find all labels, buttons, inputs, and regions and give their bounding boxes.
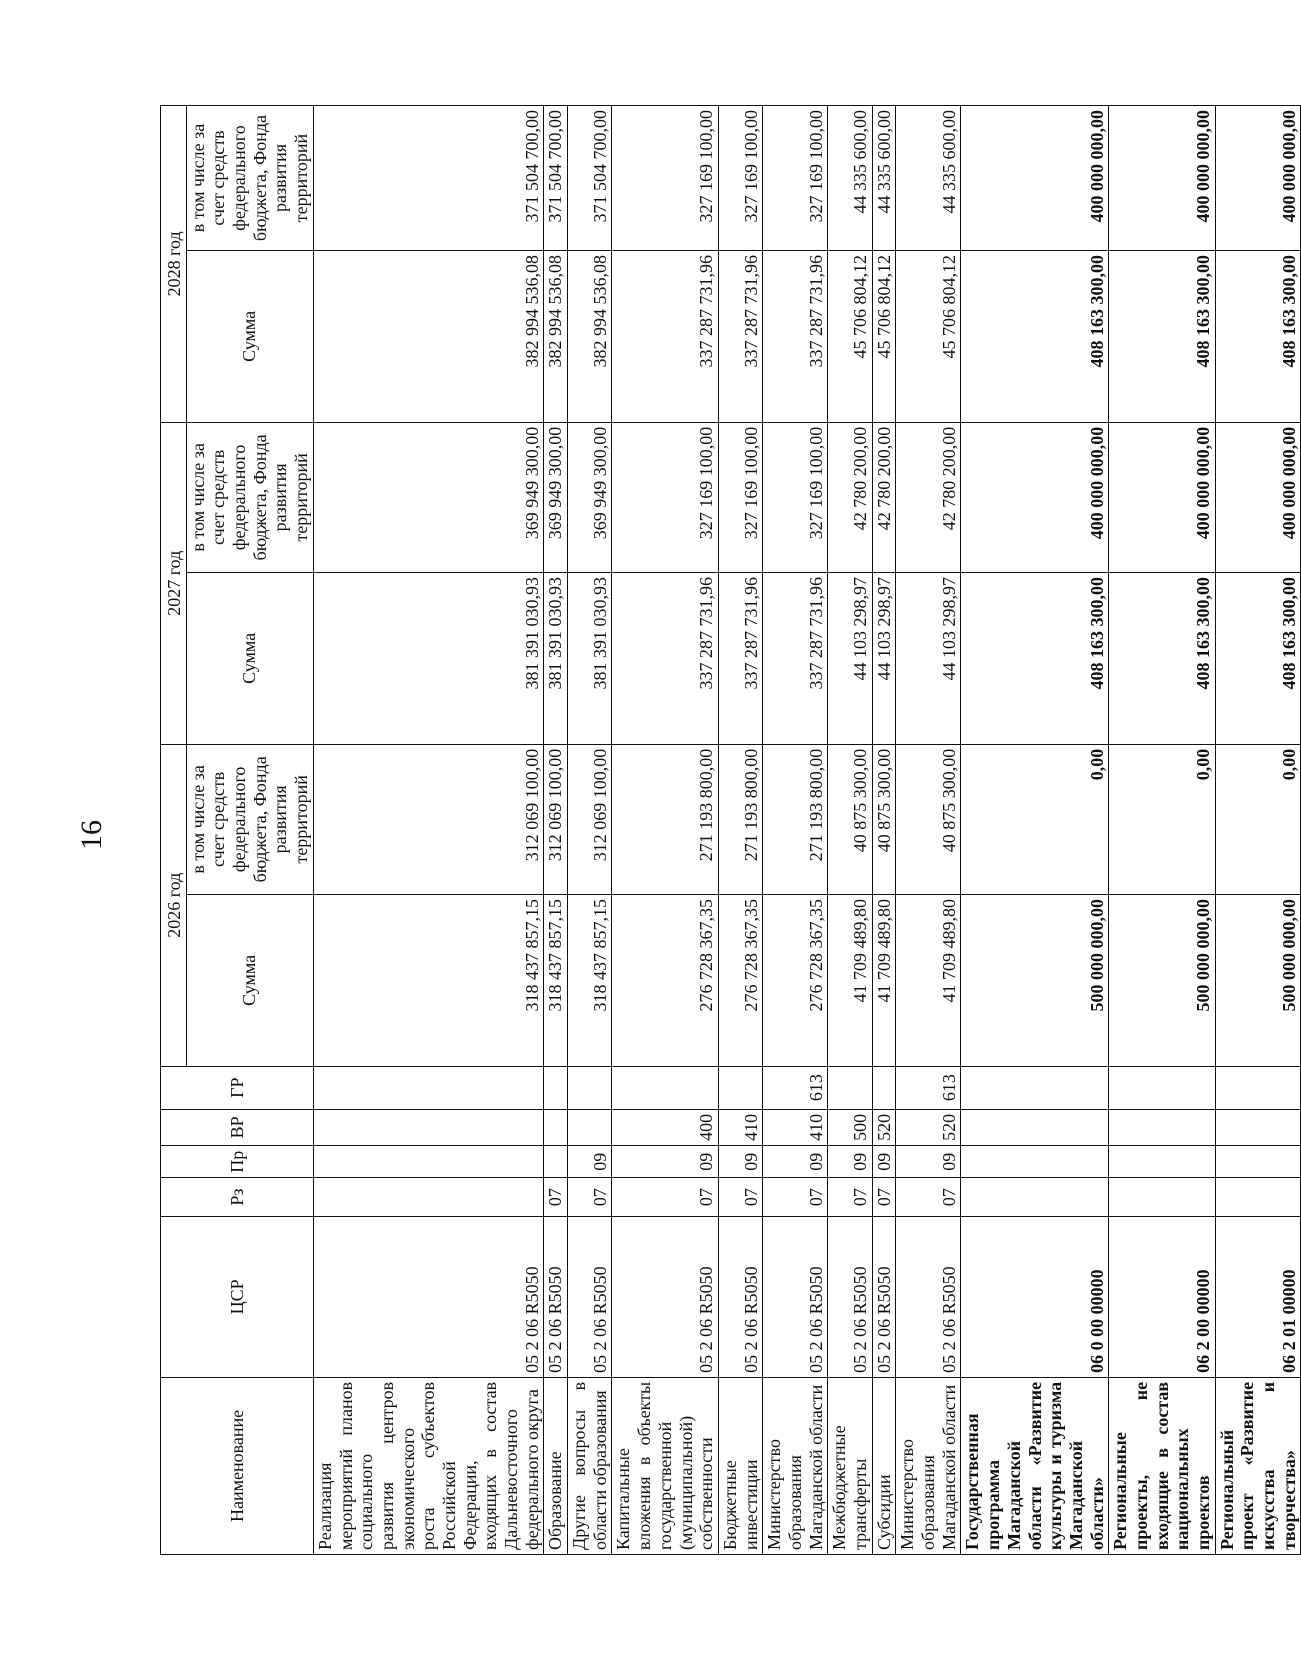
- row-name: Реализация мероприятий планов социального развития центров экономического роста субъектов Российской Федерации, входящих в состав Дальневосточного федерального округа: [313, 1377, 544, 1554]
- row-sum-2028: 382 994 536,08: [313, 251, 544, 423]
- row-federal-2026: 40 875 300,00: [872, 744, 896, 894]
- row-federal-2027: 327 169 100,00: [612, 422, 718, 572]
- row-rz: [1109, 1178, 1215, 1217]
- table-row: [872, 106, 896, 1555]
- row-federal-2027: 400 000 000,00: [961, 422, 1109, 572]
- row-federal-2027: 327 169 100,00: [718, 422, 762, 572]
- row-vr: [1215, 1109, 1301, 1145]
- row-sum-2026: 500 000 000,00: [961, 894, 1109, 1066]
- table-row: [961, 106, 1109, 1555]
- row-federal-2028: 400 000 000,00: [1109, 106, 1215, 251]
- row-name: Министерство образования Магаданской области: [763, 1377, 828, 1554]
- row-sum-2026: 276 728 367,35: [718, 894, 762, 1066]
- row-gr: 613: [896, 1066, 961, 1109]
- row-pr: [961, 1146, 1109, 1178]
- row-vr: 520: [896, 1109, 961, 1145]
- row-name: Образование: [544, 1377, 568, 1554]
- row-federal-2026: 40 875 300,00: [896, 744, 961, 894]
- row-federal-2027: 42 780 200,00: [872, 422, 896, 572]
- row-name: Министерство образования Магаданской области: [896, 1377, 961, 1554]
- table-row: [1215, 106, 1301, 1555]
- row-sum-2027: 337 287 731,96: [612, 573, 718, 745]
- row-vr: [544, 1109, 568, 1145]
- row-csr: 05 2 06 R5050: [872, 1216, 896, 1377]
- row-federal-2028: 327 169 100,00: [718, 106, 762, 251]
- row-sum-2027: 337 287 731,96: [763, 573, 828, 745]
- row-rz: 07: [612, 1178, 718, 1217]
- row-name: Межбюджетные трансферты: [828, 1377, 872, 1554]
- table-row: [896, 106, 961, 1555]
- row-vr: [313, 1109, 544, 1145]
- row-vr: 410: [763, 1109, 828, 1145]
- row-sum-2028: 45 706 804,12: [828, 251, 872, 423]
- row-sum-2028: 45 706 804,12: [896, 251, 961, 423]
- row-federal-2027: 369 949 300,00: [544, 422, 568, 572]
- row-gr: [961, 1066, 1109, 1109]
- row-name: Региональные проекты, не входящие в состав национальных проектов: [1109, 1377, 1215, 1554]
- row-vr: 410: [718, 1109, 762, 1145]
- header-federal-2028: в том числе за счет средств федерального бюджета, Фонда развития территорий: [186, 106, 313, 251]
- row-pr: 09: [612, 1146, 718, 1178]
- row-sum-2027: 408 163 300,00: [1109, 573, 1215, 745]
- row-pr: 09: [872, 1146, 896, 1178]
- row-csr: 05 2 06 R5050: [763, 1216, 828, 1377]
- table-row: [828, 106, 872, 1555]
- row-sum-2027: 408 163 300,00: [1215, 573, 1301, 745]
- row-sum-2026: 276 728 367,35: [612, 894, 718, 1066]
- row-csr: 05 2 06 R5050: [313, 1216, 544, 1377]
- row-federal-2026: 0,00: [1215, 744, 1301, 894]
- row-gr: [872, 1066, 896, 1109]
- table-body: [313, 106, 1301, 1555]
- row-csr: 05 2 06 R5050: [544, 1216, 568, 1377]
- table-row: [1109, 106, 1215, 1555]
- header-year-2028: 2028 год: [161, 106, 187, 423]
- row-federal-2026: 0,00: [961, 744, 1109, 894]
- row-sum-2027: 381 391 030,93: [313, 573, 544, 745]
- header-federal-2027: в том числе за счет средств федерального бюджета, Фонда развития территорий: [186, 422, 313, 572]
- row-vr: 520: [872, 1109, 896, 1145]
- row-pr: 09: [718, 1146, 762, 1178]
- row-pr: [544, 1146, 568, 1178]
- row-csr: 05 2 06 R5050: [612, 1216, 718, 1377]
- row-sum-2026: 41 709 489,80: [896, 894, 961, 1066]
- row-federal-2026: 271 193 800,00: [763, 744, 828, 894]
- table-row: [718, 106, 762, 1555]
- row-gr: [828, 1066, 872, 1109]
- row-sum-2026: 500 000 000,00: [1215, 894, 1301, 1066]
- row-rz: [313, 1178, 544, 1217]
- row-csr: 05 2 06 R5050: [568, 1216, 612, 1377]
- row-sum-2026: 41 709 489,80: [872, 894, 896, 1066]
- row-sum-2027: 381 391 030,93: [544, 573, 568, 745]
- row-sum-2027: 408 163 300,00: [961, 573, 1109, 745]
- row-rz: 07: [872, 1178, 896, 1217]
- row-federal-2027: 42 780 200,00: [896, 422, 961, 572]
- row-federal-2028: 371 504 700,00: [544, 106, 568, 251]
- row-sum-2028: 382 994 536,08: [568, 251, 612, 423]
- row-sum-2027: 44 103 298,97: [828, 573, 872, 745]
- table-row: [313, 106, 544, 1555]
- budget-table: [160, 105, 1301, 1555]
- row-csr: 05 2 06 R5050: [718, 1216, 762, 1377]
- row-sum-2028: 408 163 300,00: [1215, 251, 1301, 423]
- row-name: Бюджетные инвестиции: [718, 1377, 762, 1554]
- header-sum-2027: Сумма: [186, 573, 313, 745]
- row-name: Другие вопросы в области образования: [568, 1377, 612, 1554]
- row-federal-2028: 400 000 000,00: [1215, 106, 1301, 251]
- row-csr: 05 2 06 R5050: [896, 1216, 961, 1377]
- row-rz: 07: [568, 1178, 612, 1217]
- row-pr: [1215, 1146, 1301, 1178]
- table-row: [612, 106, 718, 1555]
- row-rz: 07: [544, 1178, 568, 1217]
- row-gr: [718, 1066, 762, 1109]
- row-rz: [1215, 1178, 1301, 1217]
- row-federal-2027: 400 000 000,00: [1215, 422, 1301, 572]
- row-name: Субсидии: [872, 1377, 896, 1554]
- row-rz: 07: [896, 1178, 961, 1217]
- row-federal-2028: 44 335 600,00: [828, 106, 872, 251]
- row-pr: 09: [568, 1146, 612, 1178]
- row-pr: 09: [896, 1146, 961, 1178]
- row-federal-2027: 42 780 200,00: [828, 422, 872, 572]
- header-vr: ВР: [161, 1109, 314, 1145]
- row-pr: 09: [828, 1146, 872, 1178]
- row-sum-2027: 44 103 298,97: [872, 573, 896, 745]
- row-gr: 613: [763, 1066, 828, 1109]
- row-pr: [313, 1146, 544, 1178]
- row-rz: 07: [763, 1178, 828, 1217]
- row-sum-2026: 500 000 000,00: [1109, 894, 1215, 1066]
- row-sum-2028: 337 287 731,96: [612, 251, 718, 423]
- row-sum-2028: 382 994 536,08: [544, 251, 568, 423]
- row-sum-2028: 337 287 731,96: [718, 251, 762, 423]
- row-federal-2027: 369 949 300,00: [313, 422, 544, 572]
- row-csr: 06 2 01 00000: [1215, 1216, 1301, 1377]
- header-rz: Рз: [161, 1178, 314, 1217]
- row-federal-2026: 271 193 800,00: [612, 744, 718, 894]
- header-name: Наименование: [161, 1377, 314, 1554]
- row-federal-2028: 44 335 600,00: [896, 106, 961, 251]
- row-sum-2027: 381 391 030,93: [568, 573, 612, 745]
- row-federal-2026: 40 875 300,00: [828, 744, 872, 894]
- row-federal-2026: 312 069 100,00: [568, 744, 612, 894]
- header-pr: Пр: [161, 1146, 314, 1178]
- rotated-table-wrapper: [160, 105, 1299, 1555]
- header-sum-2028: Сумма: [186, 251, 313, 423]
- row-rz: [961, 1178, 1109, 1217]
- row-federal-2028: 400 000 000,00: [961, 106, 1109, 251]
- row-federal-2028: 327 169 100,00: [612, 106, 718, 251]
- row-vr: [961, 1109, 1109, 1145]
- row-federal-2027: 400 000 000,00: [1109, 422, 1215, 572]
- row-sum-2028: 408 163 300,00: [961, 251, 1109, 423]
- row-name: Региональный проект «Развитие искусства и творчества»: [1215, 1377, 1301, 1554]
- row-federal-2026: 271 193 800,00: [718, 744, 762, 894]
- row-sum-2027: 44 103 298,97: [896, 573, 961, 745]
- row-pr: [1109, 1146, 1215, 1178]
- row-sum-2028: 337 287 731,96: [763, 251, 828, 423]
- row-vr: [1109, 1109, 1215, 1145]
- row-vr: [568, 1109, 612, 1145]
- row-sum-2026: 41 709 489,80: [828, 894, 872, 1066]
- row-name: Капитальные вложения в объекты государственной (муниципальной) собственности: [612, 1377, 718, 1554]
- row-federal-2028: 327 169 100,00: [763, 106, 828, 251]
- table-row: [544, 106, 568, 1555]
- row-pr: 09: [763, 1146, 828, 1178]
- header-federal-2026: в том числе за счет средств федерального бюджета, Фонда развития территорий: [186, 744, 313, 894]
- row-federal-2026: 312 069 100,00: [313, 744, 544, 894]
- header-year-2027: 2027 год: [161, 422, 187, 744]
- row-vr: 400: [612, 1109, 718, 1145]
- row-sum-2026: 318 437 857,15: [568, 894, 612, 1066]
- row-federal-2026: 0,00: [1109, 744, 1215, 894]
- header-sum-2026: Сумма: [186, 894, 313, 1066]
- row-sum-2028: 408 163 300,00: [1109, 251, 1215, 423]
- table-row: [568, 106, 612, 1555]
- header-gr: ГР: [161, 1066, 314, 1109]
- row-federal-2027: 327 169 100,00: [763, 422, 828, 572]
- header-year-2026: 2026 год: [161, 744, 187, 1066]
- row-sum-2026: 276 728 367,35: [763, 894, 828, 1066]
- row-federal-2026: 312 069 100,00: [544, 744, 568, 894]
- row-csr: 05 2 06 R5050: [828, 1216, 872, 1377]
- row-rz: 07: [828, 1178, 872, 1217]
- row-federal-2028: 371 504 700,00: [313, 106, 544, 251]
- row-gr: [568, 1066, 612, 1109]
- row-sum-2026: 318 437 857,15: [544, 894, 568, 1066]
- row-sum-2026: 318 437 857,15: [313, 894, 544, 1066]
- row-gr: [544, 1066, 568, 1109]
- row-name: Государственная программа Магаданской области «Развитие культуры и туризма Магаданской области»: [961, 1377, 1109, 1554]
- row-gr: [612, 1066, 718, 1109]
- row-rz: 07: [718, 1178, 762, 1217]
- row-csr: 06 0 00 00000: [961, 1216, 1109, 1377]
- row-sum-2027: 337 287 731,96: [718, 573, 762, 745]
- row-federal-2028: 44 335 600,00: [872, 106, 896, 251]
- row-federal-2028: 371 504 700,00: [568, 106, 612, 251]
- row-csr: 06 2 00 00000: [1109, 1216, 1215, 1377]
- header-csr: ЦСР: [161, 1216, 314, 1377]
- row-federal-2027: 369 949 300,00: [568, 422, 612, 572]
- row-gr: [1109, 1066, 1215, 1109]
- table-row: [763, 106, 828, 1555]
- page-number: 16: [75, 820, 108, 850]
- row-sum-2028: 45 706 804,12: [872, 251, 896, 423]
- row-gr: [313, 1066, 544, 1109]
- row-gr: [1215, 1066, 1301, 1109]
- row-vr: 500: [828, 1109, 872, 1145]
